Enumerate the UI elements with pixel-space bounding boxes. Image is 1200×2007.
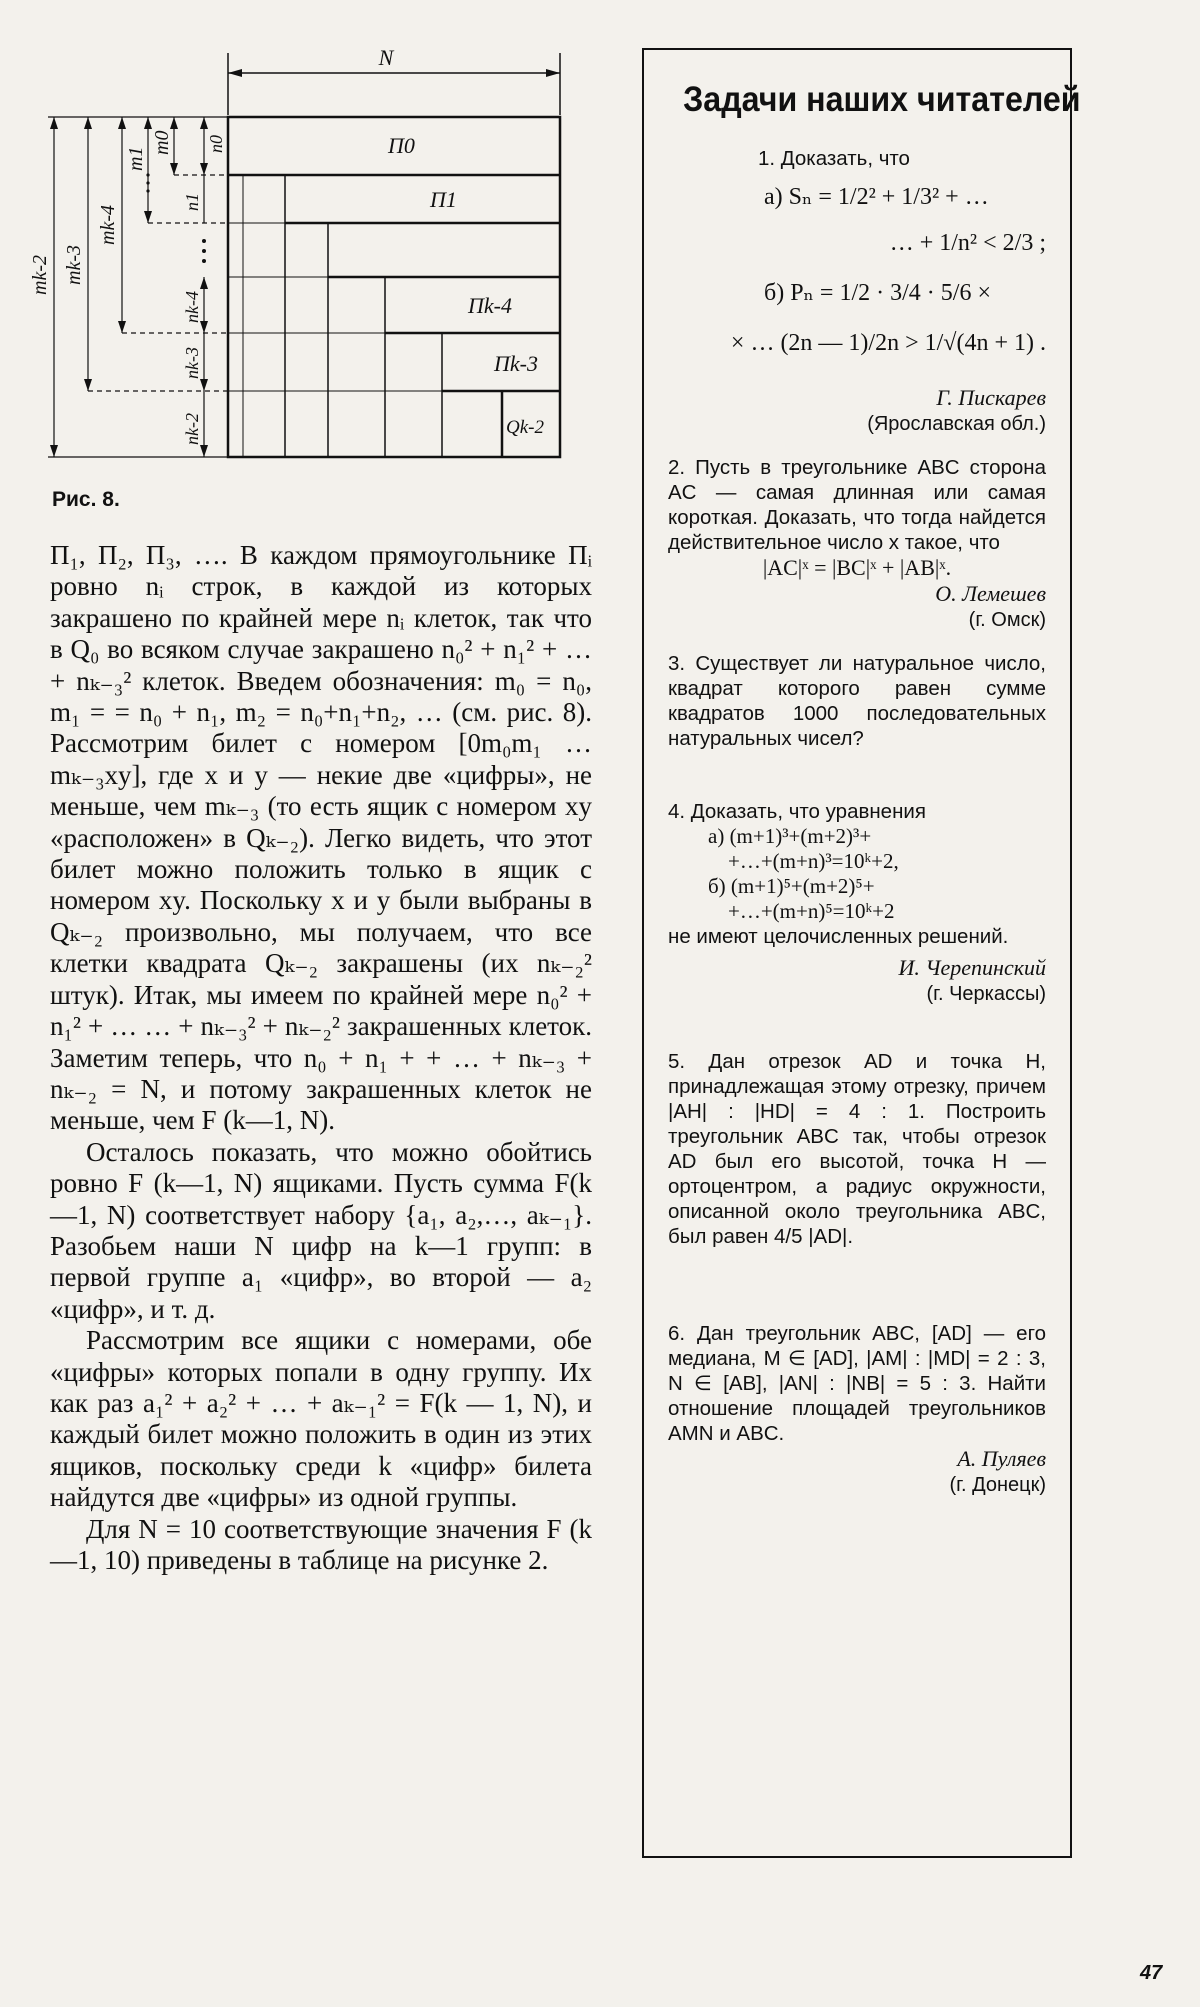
problem-1-formula-b2: × … (2n — 1)/2n > 1/√(4n + 1) . (730, 330, 1046, 356)
problem-1-formula-b1: б) Pₙ = 1/2 · 3/4 · 5/6 × (764, 280, 991, 306)
paragraph-3: Рассмотрим все ящики с номерами, обе «цифры» которых попали в одну группу. Их как раз a₁² + a₂² + … + aₖ₋₁² = F(k — 1, N), и каждый билет можно положить в один из этих ящиков, поскольку среди k «цифр» билета найдутся две «цифры» из одной группы. (50, 1325, 592, 1513)
problem-4-eq-a1: а) (m+1)³+(m+2)³+ (708, 824, 872, 848)
problem-1-formula-a1: а) Sₙ = 1/2² + 1/3² + … (764, 184, 989, 210)
left-text-body (50, 540, 592, 1576)
row-label-p0: П0 (388, 133, 415, 158)
problem-2-place: (г. Омск) (968, 609, 1046, 631)
problem-4-place: (г. Черкассы) (926, 983, 1046, 1005)
label-m1: m1 (125, 146, 147, 171)
problem-2-formula: |AC|ˣ = |BC|ˣ + |AB|ˣ. (762, 555, 952, 580)
paragraph-4: Для N = 10 соответствующие значения F (k—1, 10) приведены в таблице на рисунке 2. (50, 1513, 592, 1575)
paragraph-2: Осталось показать, что можно обойтись ровно F (k—1, N) ящиками. Пусть сумма F(k—1, N) соответствует набору {a₁, a₂,…, aₖ₋₁}. Разобьем наши N цифр на k—1 групп: в первой группе a₁ «цифр», во второй — a₂ «цифр», и т. д. (50, 1136, 592, 1324)
problem-4-text: 4. Доказать, что уравнения (668, 800, 926, 823)
row-label-pk4: Пk-4 (468, 293, 512, 318)
figure-8 (28, 45, 588, 475)
problem-1-formula-a2: … + 1/n² < 2/3 ; (889, 230, 1046, 256)
label-n1: n1 (182, 193, 202, 211)
row-label-pk3: Пk-3 (494, 351, 538, 376)
problem-4-eq-b2: +…+(m+n)⁵=10ᵏ+2 (728, 899, 895, 923)
figure-caption: Рис. 8. (52, 488, 120, 511)
label-n0: n0 (206, 135, 226, 153)
problem-6-author: А. Пуляев (957, 1446, 1046, 1471)
problem-4-text2: не имеют целочисленных решений. (668, 925, 1009, 948)
label-nk3: nk-3 (182, 347, 202, 379)
label-n-top: N (378, 45, 394, 70)
label-nk4: nk-4 (182, 291, 202, 323)
problem-6-text: 6. Дан треугольник ABC, [AD] — его медиана, M ∈ [AD], |AM| : |MD| = 2 : 3, N ∈ [AB], |AN| : |NB| = 5 : 3. Найти отношение площадей треугольников AMN и ABC. (668, 1322, 1046, 1445)
label-nk2: nk-2 (182, 413, 202, 445)
label-mk3: mk-3 (63, 245, 85, 285)
label-mk4: mk-4 (97, 205, 119, 245)
problem-2-author: О. Лемешев (935, 581, 1046, 606)
problem-6-place: (г. Донецк) (949, 1474, 1046, 1496)
problem-2-text: 2. Пусть в треугольнике ABC сторона AC — самая длинная или самая короткая. Доказать, что тогда найдется действительное число x такое, что (668, 456, 1046, 554)
problem-5-text: 5. Дан отрезок AD и точка H, принадлежащая этому отрезку, причем |AH| : |HD| = 4 : 1. Построить треугольник ABC так, чтобы отрезок AD был его высотой, точка H — ортоцентром, а радиус окружности, описанной около треугольника ABC, был равен 4/5 |AD|. (668, 1050, 1046, 1248)
page-number: 47 (1140, 1962, 1163, 1984)
box-title: Задачи наших читателей (683, 80, 1081, 119)
row-label-qk2: Qk-2 (506, 417, 544, 438)
readers-problems-box (642, 48, 1081, 1858)
problem-4-eq-b1: б) (m+1)⁵+(m+2)⁵+ (708, 874, 875, 898)
problem-3-text: 3. Существует ли натуральное число, квадрат которого равен сумме квадратов 1000 последовательных натуральных чисел? (668, 652, 1046, 750)
row-label-p1: П1 (430, 187, 457, 212)
label-m0: m0 (151, 130, 173, 155)
problem-4-author: И. Черепинский (898, 955, 1046, 980)
label-mk2: mk-2 (29, 255, 51, 295)
problem-1-intro: 1. Доказать, что (758, 147, 910, 170)
paragraph-1: П₁, П₂, П₃, …. В каждом прямоугольнике Пᵢ ровно nᵢ строк, в каждой из которых закрашено по крайней мере nᵢ клеток, так что в Q₀ во всяком случае закрашено n₀² + n₁² + … + nₖ₋₃² клеток. Введем обозначения: m₀ = n₀, m₁ = = n₀ + n₁, m₂ = n₀+n₁+n₂, … (см. рис. 8). Рассмотрим билет с номером [0m₀m₁ … mₖ₋₃xy], где x и y — некие две «цифры», не меньше, чем mₖ₋₃ (то есть ящик с номером xy «расположен» в Qₖ₋₂). Легко видеть, что этот билет можно положить только в ящик с номером xy. Поскольку x и y были выбраны в Qₖ₋₂ произвольно, мы получаем, что все клетки квадрата Qₖ₋₂ закрашены (их nₖ₋₂² штук). Итак, мы имеем по крайней мере n₀² + n₁² + … … + nₖ₋₃² + nₖ₋₂² закрашенных клеток. Заметим теперь, что n₀ + n₁ + + … + nₖ₋₃ + nₖ₋₂ = N, и потому закрашенных клеток не меньше, чем F (k—1, N). (50, 540, 592, 1136)
problem-1-place: (Ярославская обл.) (867, 413, 1046, 435)
problem-1-author: Г. Пискарев (936, 385, 1046, 410)
problem-4-eq-a2: +…+(m+n)³=10ᵏ+2, (728, 849, 899, 873)
